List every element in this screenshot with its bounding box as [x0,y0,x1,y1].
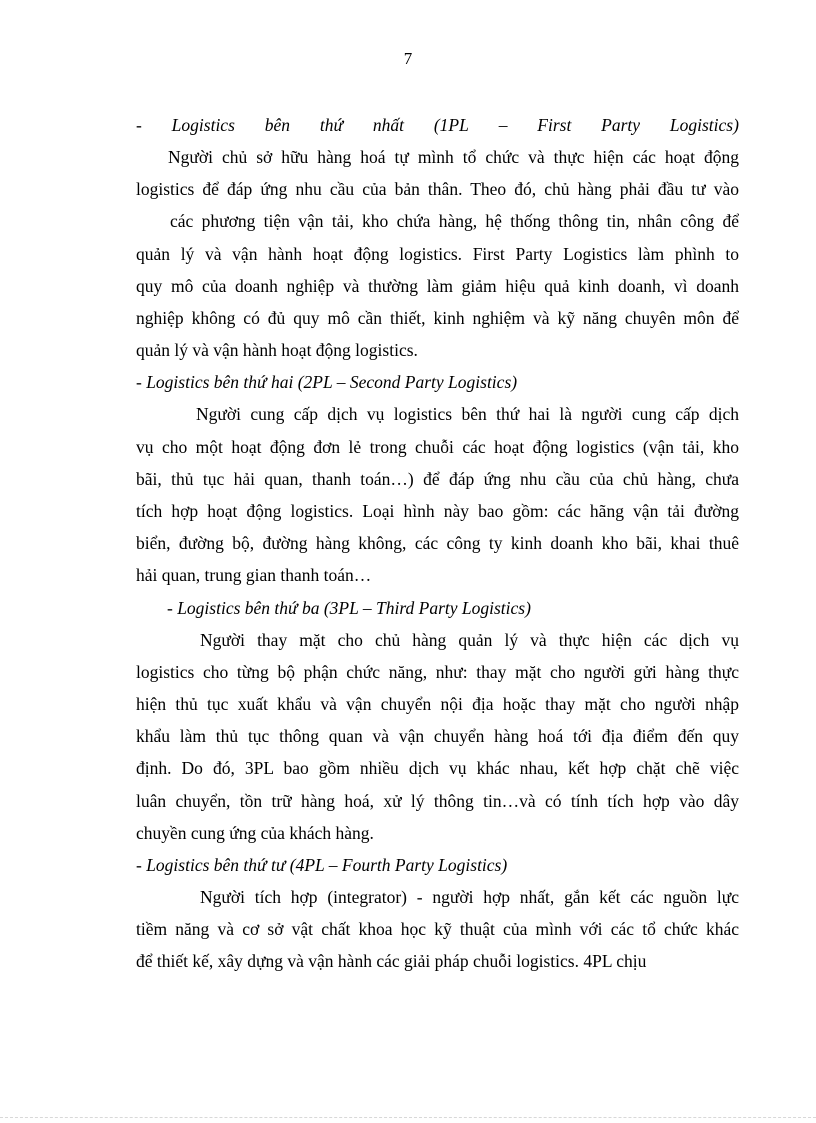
heading-word: nhất [372,115,404,135]
heading-word: bên [264,115,291,135]
page-number: 7 [403,49,413,68]
paragraph-line: hải quan, trung gian thanh toán… [136,565,372,585]
heading-word: First [537,115,572,135]
heading-word: (1PL [433,115,469,135]
paragraph-line: quản lý và vận hành hoạt động logistics. First Party Logistics làm phình to [136,244,739,264]
paragraph-line: biển, đường bộ, đường hàng không, các công ty kinh doanh kho bãi, khai thuê [136,533,739,553]
paragraph-line: định. Do đó, 3PL bao gồm nhiều dịch vụ khác nhau, kết hợp chặt chẽ việc [136,758,739,778]
paragraph-line: Người chủ sở hữu hàng hoá tự mình tổ chức và thực hiện các hoạt động [168,147,739,167]
paragraph-line: luân chuyển, tồn trữ hàng hoá, xử lý thông tin…và có tính tích hợp vào dây [136,791,739,811]
paragraph-line: để thiết kế, xây dựng và vận hành các giải pháp chuỗi logistics. 4PL chịu [136,951,647,971]
paragraph-line: khẩu làm thủ tục thông quan và vận chuyển hàng hoá tới địa điểm đến quy [136,726,739,746]
heading-word: thứ [319,115,344,135]
section-heading-1pl [136,114,739,136]
paragraph-line: quy mô của doanh nghiệp và thường làm giảm hiệu quả kinh doanh, vì doanh [136,276,739,296]
paragraph-line: quản lý và vận hành hoạt động logistics. [136,340,418,360]
paragraph-line: logistics cho từng bộ phận chức năng, như: thay mặt cho người gửi hàng thực [136,662,739,682]
paragraph-line: nghiệp không có đủ quy mô cần thiết, kinh nghiệm và kỹ năng chuyên môn để [136,308,739,328]
paragraph-line: hiện thủ tục xuất khẩu và vận chuyển nội địa hoặc thay mặt cho người nhập [136,694,739,714]
section-heading-4pl: - Logistics bên thứ tư (4PL – Fourth Party Logistics) [136,855,508,875]
heading-word: Party [601,115,641,135]
section-heading-2pl: - Logistics bên thứ hai (2PL – Second Party Logistics) [136,372,518,392]
heading-word: – [498,115,508,135]
heading-word: Logistics) [669,115,739,135]
paragraph-line: bãi, thủ tục hải quan, thanh toán…) để đáp ứng nhu cầu của chủ hàng, chưa [136,469,739,489]
paragraph-line: Người cung cấp dịch vụ logistics bên thứ hai là người cung cấp dịch [196,404,739,424]
page-bottom-divider [0,1117,816,1118]
paragraph-line: vụ cho một hoạt động đơn lẻ trong chuỗi các hoạt động logistics (vận tải, kho [136,437,739,457]
paragraph-line: chuyền cung ứng của khách hàng. [136,823,374,843]
paragraph-line: Người thay mặt cho chủ hàng quản lý và thực hiện các dịch vụ [200,630,739,650]
paragraph-line: logistics để đáp ứng nhu cầu của bản thân. Theo đó, chủ hàng phải đầu tư vào [136,179,739,199]
section-heading-3pl: - Logistics bên thứ ba (3PL – Third Party Logistics) [167,598,531,618]
paragraph-line: các phương tiện vận tải, kho chứa hàng, hệ thống thông tin, nhân công để [170,211,739,231]
paragraph-line: tiềm năng và cơ sở vật chất khoa học kỹ thuật của mình với các tổ chức khác [136,919,739,939]
paragraph-line: tích hợp hoạt động logistics. Loại hình này bao gồm: các hãng vận tải đường [136,501,739,521]
heading-word: Logistics [171,115,235,135]
heading-word: - [136,115,142,135]
paragraph-line: Người tích hợp (integrator) - người hợp nhất, gắn kết các nguồn lực [200,887,739,907]
